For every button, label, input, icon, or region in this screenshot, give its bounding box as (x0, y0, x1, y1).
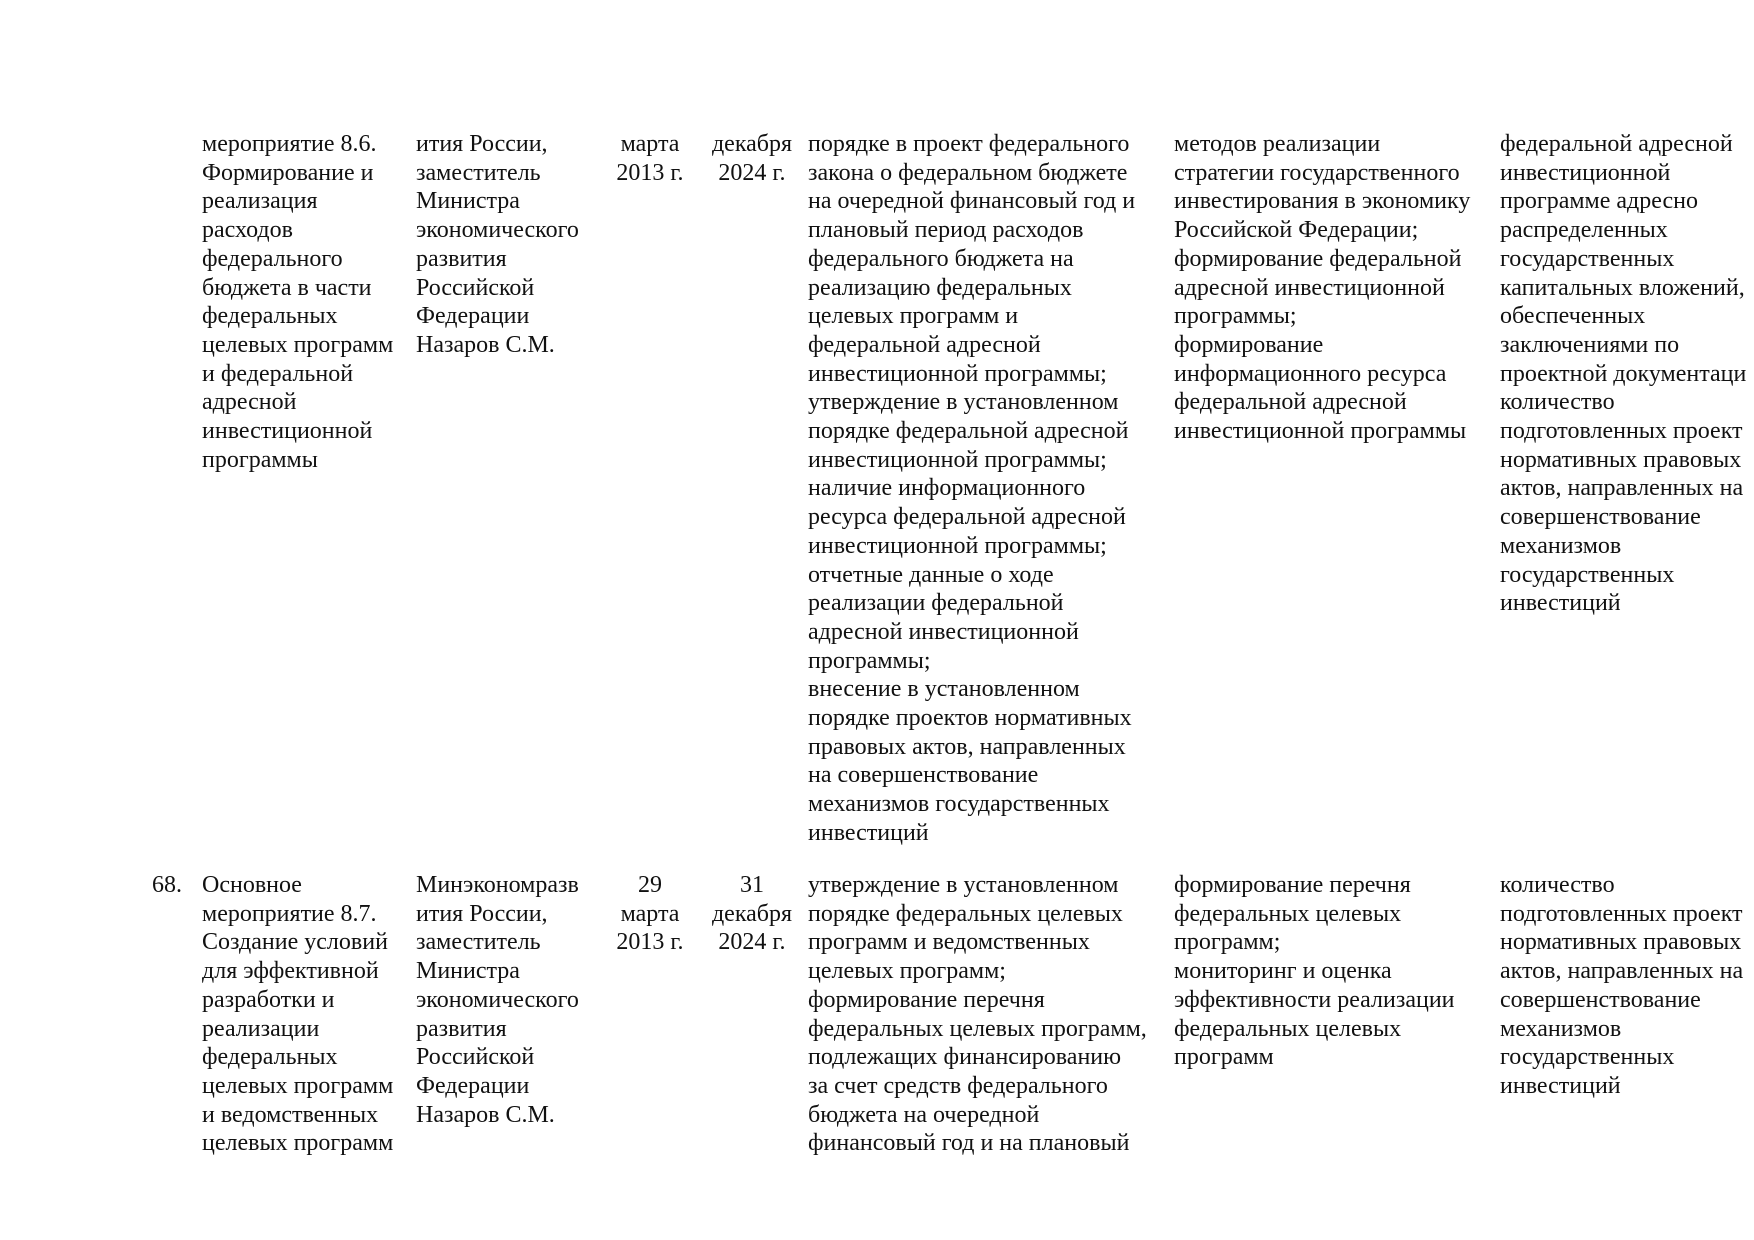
expected-results: порядке в проект федерального закона о федеральном бюджете на очередной финансовый год и плановый период расходов федерального бюджета на реализацию федеральных целевых программ и федеральной адресной инвестиционной программы; утверждение в установленном порядке федеральной адресной инвестиционной программы; наличие информационного ресурса федеральной адресной инвестиционной программы; отчетные данные о ходе реализации федеральной адресной инвестиционной программы; внесение в установленном порядке проектов нормативных правовых актов, направленных на совершенствование механизмов государственных инвестиций (808, 131, 1136, 846)
end-date: декабря 2024 г. (711, 131, 793, 186)
activity-name: Основное мероприятие 8.7. Создание условий для эффективной разработки и реализации федеральных целевых программ и ведомственных целевых программ (202, 872, 394, 1157)
end-date: 31 декабря 2024 г. (711, 872, 793, 956)
row-number: 68. (152, 872, 182, 898)
expected-results: утверждение в установленном порядке федеральных целевых программ и ведомственных целевых программ; формирование перечня федеральных целевых программ, подлежащих финансированию за счет средств федерального бюджета на очередной финансовый год и на плановый (808, 872, 1147, 1157)
responsible-executor: ития России, заместитель Министра экономического развития Российской Федерации Назаров С.М. (416, 131, 579, 358)
start-date: 29 марта 2013 г. (616, 872, 684, 956)
indicator-link: федеральной адресной инвестиционной программе адресно распределенных государственных капитальных вложений, обеспеченных заключениями по проектной документаци количество подготовленных проект нормативных правовых актов, направленных на совершенствование механизмов государственных инвестиций (1500, 131, 1747, 617)
indicator-link: количество подготовленных проект нормативных правовых актов, направленных на совершенствование механизмов государственных инвестиций (1500, 872, 1744, 1099)
start-date: марта 2013 г. (616, 131, 684, 186)
main-directions: методов реализации стратегии государственного инвестирования в экономику Российской Федерации; формирование федеральной адресной инвестиционной программы; формирование информационного ресурса федеральной адресной инвестиционной программы (1174, 131, 1471, 445)
responsible-executor: Минэкономразв ития России, заместитель Министра экономического развития Российской Федерации Назаров С.М. (416, 872, 579, 1128)
main-directions: формирование перечня федеральных целевых программ; мониторинг и оценка эффективности реализации федеральных целевых программ (1174, 872, 1455, 1071)
activity-name: мероприятие 8.6. Формирование и реализация расходов федерального бюджета в части федеральных целевых программ и федеральной адресной инвестиционной программы (202, 131, 394, 473)
